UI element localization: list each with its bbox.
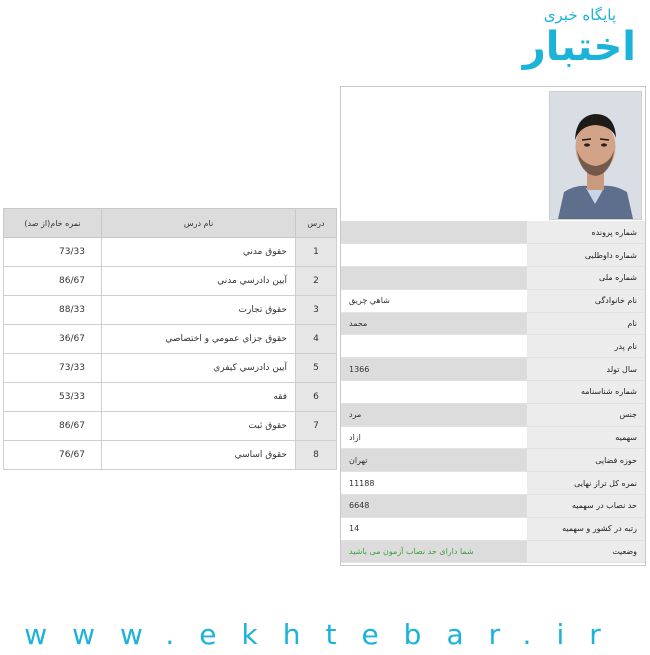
- course-name: حقوق ثبت: [102, 412, 296, 441]
- course-name: آيين دادرسي كيفري: [102, 354, 296, 383]
- course-score: 76/67: [4, 441, 102, 470]
- course-number: 6: [296, 383, 337, 412]
- info-value: [341, 335, 527, 358]
- candidate-info-table: [341, 221, 645, 563]
- info-label: رتبه در کشور و سهمیه: [527, 517, 645, 540]
- info-label: سهمیه: [527, 426, 645, 449]
- info-row-status: [341, 540, 645, 563]
- course-number: 2: [296, 267, 337, 296]
- info-value: 1366: [341, 358, 527, 381]
- column-header-course-name: نام درس: [102, 209, 296, 238]
- table-header-row: [4, 209, 337, 238]
- info-row-id-number: [341, 381, 645, 404]
- course-score: 88/33: [4, 296, 102, 325]
- info-row-first-name: [341, 312, 645, 335]
- table-row: [4, 296, 337, 325]
- course-number: 5: [296, 354, 337, 383]
- course-score: 73/33: [4, 238, 102, 267]
- person-photo-icon: [550, 92, 641, 219]
- course-number: 4: [296, 325, 337, 354]
- info-label: نام: [527, 312, 645, 335]
- info-row-final-score: [341, 472, 645, 495]
- info-row-last-name: [341, 289, 645, 312]
- status-message: شما دارای حد نصاب آزمون می باشید: [341, 540, 527, 563]
- course-number: 7: [296, 412, 337, 441]
- table-row: [4, 412, 337, 441]
- info-label: حوزه فضایی: [527, 449, 645, 472]
- course-score: 86/67: [4, 412, 102, 441]
- info-row-jurisdiction: [341, 449, 645, 472]
- candidate-profile-panel: [340, 86, 646, 566]
- course-score: 86/67: [4, 267, 102, 296]
- course-number: 8: [296, 441, 337, 470]
- logo-tagline: پایگاه خبری: [543, 6, 616, 24]
- table-row: [4, 238, 337, 267]
- info-value: ازاد: [341, 426, 527, 449]
- info-value: 14: [341, 517, 527, 540]
- info-row-candidate-number: [341, 244, 645, 267]
- site-logo: [521, 6, 636, 82]
- course-name: حقوق مدني: [102, 238, 296, 267]
- course-scores-table: [3, 208, 337, 470]
- info-row-quota: [341, 426, 645, 449]
- info-label: شماره داوطلبی: [527, 244, 645, 267]
- column-header-course-number: درس: [296, 209, 337, 238]
- column-header-raw-score: نمره خام(از صد): [4, 209, 102, 238]
- table-row: [4, 325, 337, 354]
- course-score: 36/67: [4, 325, 102, 354]
- course-score: 73/33: [4, 354, 102, 383]
- info-value: [341, 244, 527, 267]
- info-label: شماره پرونده: [527, 221, 645, 244]
- info-value: [341, 267, 527, 290]
- info-row-birth-year: [341, 358, 645, 381]
- info-label: سال تولد: [527, 358, 645, 381]
- info-label: شماره ملی: [527, 267, 645, 290]
- info-label: نام خانوادگی: [527, 289, 645, 312]
- course-score: 53/33: [4, 383, 102, 412]
- table-row: [4, 383, 337, 412]
- course-name: حقوق تجارت: [102, 296, 296, 325]
- info-value: شاهي چريق: [341, 289, 527, 312]
- candidate-photo: [549, 91, 642, 220]
- info-row-file-number: [341, 221, 645, 244]
- info-label: نام پدر: [527, 335, 645, 358]
- info-value: تهران: [341, 449, 527, 472]
- course-number: 3: [296, 296, 337, 325]
- info-row-gender: [341, 403, 645, 426]
- info-row-rank: [341, 517, 645, 540]
- course-number: 1: [296, 238, 337, 267]
- info-value: محمد: [341, 312, 527, 335]
- logo-name: اختبار: [522, 24, 636, 70]
- info-label: نمره کل تراز نهایی: [527, 472, 645, 495]
- table-row: [4, 267, 337, 296]
- table-row: [4, 441, 337, 470]
- info-value: [341, 221, 527, 244]
- info-value: 6648: [341, 495, 527, 518]
- info-row-quota-threshold: [341, 495, 645, 518]
- info-label: حد نصاب در سهمیه: [527, 495, 645, 518]
- info-value: [341, 381, 527, 404]
- info-value: 11188: [341, 472, 527, 495]
- table-row: [4, 354, 337, 383]
- info-value: مرد: [341, 403, 527, 426]
- info-row-father-name: [341, 335, 645, 358]
- info-label: جنس: [527, 403, 645, 426]
- info-row-national-id: [341, 267, 645, 290]
- course-name: حقوق جزاي عمومي و اختصاصي: [102, 325, 296, 354]
- course-name: فقه: [102, 383, 296, 412]
- website-url: www.ekhtebar.ir: [24, 618, 626, 651]
- course-name: حقوق اساسي: [102, 441, 296, 470]
- course-name: آيين دادرسي مدني: [102, 267, 296, 296]
- info-label: وضعیت: [527, 540, 645, 563]
- info-label: شماره شناسنامه: [527, 381, 645, 404]
